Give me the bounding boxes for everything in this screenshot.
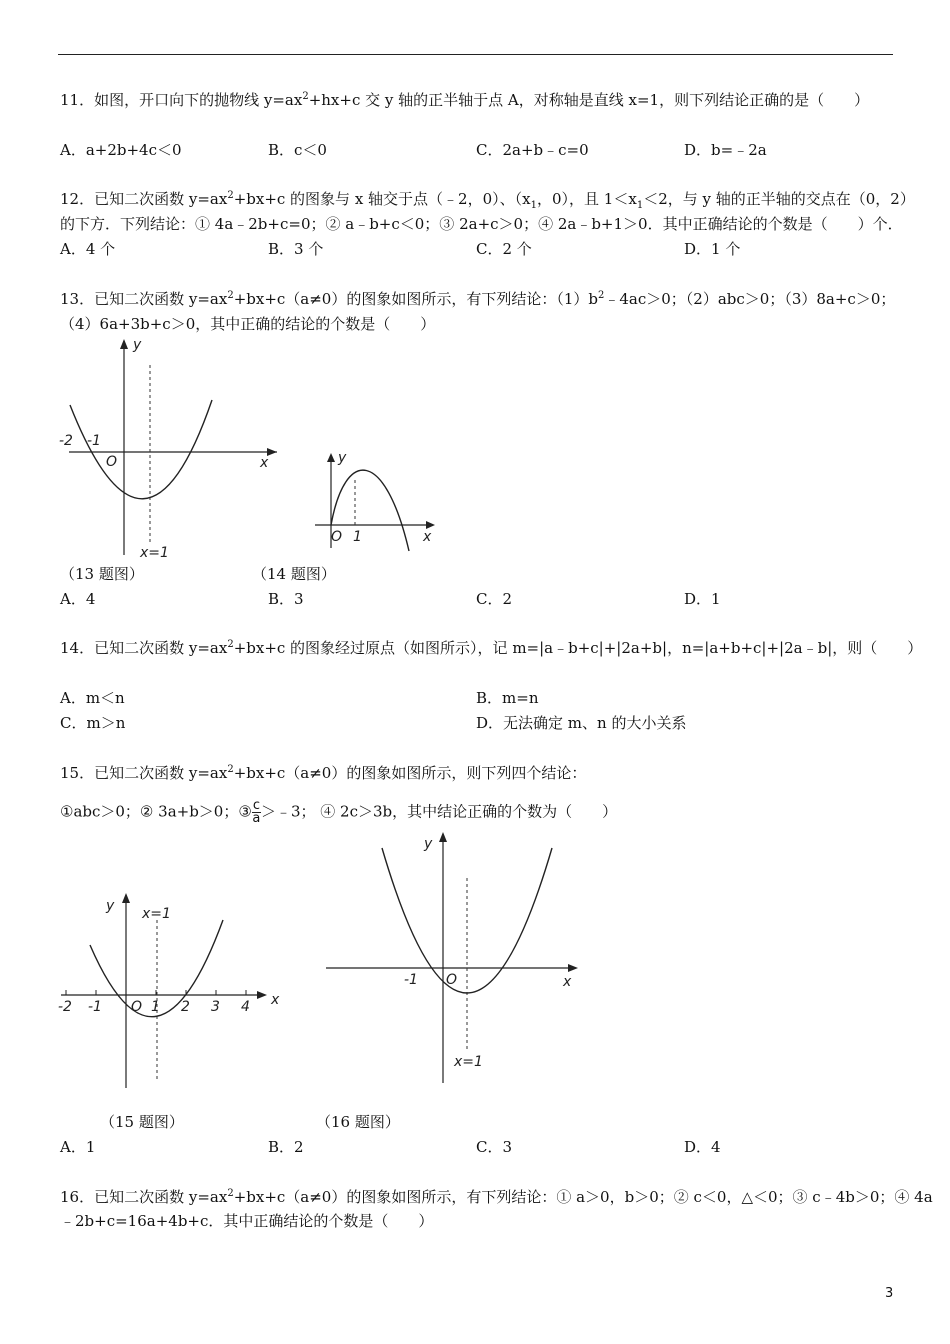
q15-option-a: A．1 <box>60 1138 96 1156</box>
fig13-origin-label: O <box>106 454 118 470</box>
fig15-tick-2: 2 <box>181 999 190 1015</box>
fig14-y-label: y <box>338 450 347 466</box>
fig16-tick-neg1: -1 <box>404 972 418 988</box>
q13-option-d: D．1 <box>684 590 721 608</box>
figure-15-parabola <box>55 890 295 1095</box>
header-rule <box>58 54 893 55</box>
q11-option-c: C．2a+b﹣c=0 <box>476 141 589 159</box>
fig13-tick-neg1: -1 <box>87 433 101 449</box>
q14-option-c: C．m＞n <box>60 714 126 732</box>
q15-option-c: C．3 <box>476 1138 513 1156</box>
q15-option-d: D．4 <box>684 1138 721 1156</box>
q12-option-c: C．2 个 <box>476 240 532 258</box>
q12-option-b: B．3 个 <box>268 240 324 258</box>
q14-option-b: B．m=n <box>476 689 539 707</box>
fig14-origin-label: O <box>331 529 343 545</box>
caption-15: （15 题图） <box>100 1113 184 1131</box>
fig14-x-label: x <box>423 529 432 545</box>
q15-stem-line1: 15．已知二次函数 $y=ax^2+bx+c(a\ne 0)$的图象如图所示，则下列四个结论： <box>60 764 587 782</box>
q13-option-b: B．3 <box>268 590 304 608</box>
q14-stem: 14．已知二次函数 $y=ax^2+bx+c$ 的图象经过原点（如图所示），记 m=|a﹣b+c|+|2a+b|，n=|a+b+c|+|2a﹣b|，则（ ） <box>60 639 923 657</box>
q12-stem-line2: 的下方．下列结论：① 4a﹣2b+c=0；② a﹣b+c＜0；③ 2a+c＞0；④ 2a﹣b+1＞0．其中正确结论的个数是（ ）个． <box>60 215 903 233</box>
fig14-tick-1: 1 <box>353 529 362 545</box>
fig16-x-label: x <box>563 974 572 990</box>
q13-option-a: A．4 <box>60 590 96 608</box>
caption-14: （14 题图） <box>252 565 336 583</box>
fig13-axis-label: x=1 <box>140 545 169 561</box>
q11-stem: 11．如图，开口向下的抛物线 $y=ax^2+hx+c$ 交 y 轴的正半轴于点 A，对称轴是直线 x=1，则下列结论正确的是（ ） <box>60 91 870 109</box>
fig15-y-label: y <box>106 898 115 914</box>
q12-stem-line1: 12．已知二次函数 $y=ax^2+bx+c$ 的图象与 x 轴交于点（﹣2，0）、（$x_1$，0），且 $1<x_1<2$，与 y 轴的正半轴的交点在（0，2） <box>60 190 915 211</box>
fig16-origin-label: O <box>446 972 458 988</box>
page-number: 3 <box>885 1286 894 1301</box>
fig15-axis-label: x=1 <box>142 906 171 922</box>
q11-option-a: A．a+2b+4c＜0 <box>60 141 182 159</box>
q16-stem-line1: 16．已知二次函数 $y=ax^2+bx+c(a\ne 0)$的图象如图所示，有下列结论：① a＞0，b＞0；② c＜0，△＜0；③ c﹣4b＞0；④ 4a <box>60 1188 933 1206</box>
caption-16: （16 题图） <box>316 1113 400 1131</box>
fig16-y-label: y <box>424 836 433 852</box>
q12-option-a: A．4 个 <box>60 240 116 258</box>
figure-16-parabola <box>320 828 590 1088</box>
q11-option-b: B．c＜0 <box>268 141 327 159</box>
fig13-y-label: y <box>133 337 142 353</box>
fig15-tick-neg2: -2 <box>58 999 72 1015</box>
fig15-x-label: x <box>271 992 280 1008</box>
fig15-tick-4: 4 <box>241 999 250 1015</box>
q15-option-b: B．2 <box>268 1138 304 1156</box>
fig16-axis-label: x=1 <box>454 1054 483 1070</box>
fraction-c-over-a: $\frac{c}{a}$ <box>252 798 261 826</box>
q14-option-a: A．m＜n <box>60 689 125 707</box>
q13-stem-line2: （4）6a+3b+c＞0，其中正确的结论的个数是（ ） <box>60 315 436 333</box>
figure-13-parabola <box>55 335 290 565</box>
q12-option-d: D．1 个 <box>684 240 741 258</box>
figure-14-parabola <box>305 448 445 558</box>
q13-stem-line1: 13．已知二次函数 $y=ax^2+bx+c(a\ne 0)$的图象如图所示，有下列结论：$(1)b^2﹣4ac>0$；（2）abc＞0；（3）8a+c＞0； <box>60 290 896 308</box>
q11-option-d: D．b=﹣2a <box>684 141 767 159</box>
fig13-x-label: x <box>260 455 269 471</box>
q13-option-c: C．2 <box>476 590 513 608</box>
fig15-origin-label: O <box>131 999 143 1015</box>
fig15-tick-neg1: -1 <box>88 999 102 1015</box>
caption-13: （13 题图） <box>60 565 144 583</box>
q16-stem-line2: ﹣2b+c=16a+4b+c．其中正确结论的个数是（ ） <box>60 1212 434 1230</box>
fig15-tick-3: 3 <box>211 999 220 1015</box>
fig15-tick-1: 1 <box>151 999 160 1015</box>
q14-option-d: D．无法确定 m、n 的大小关系 <box>476 714 687 732</box>
fig13-tick-neg2: -2 <box>59 433 73 449</box>
q15-stem-line2: ①abc＞0；② 3a+b＞0；③ $\frac{c}{a}$ ＞﹣3； ④ 2c＞3b，其中结论正确的个数为（ ） <box>60 798 618 826</box>
